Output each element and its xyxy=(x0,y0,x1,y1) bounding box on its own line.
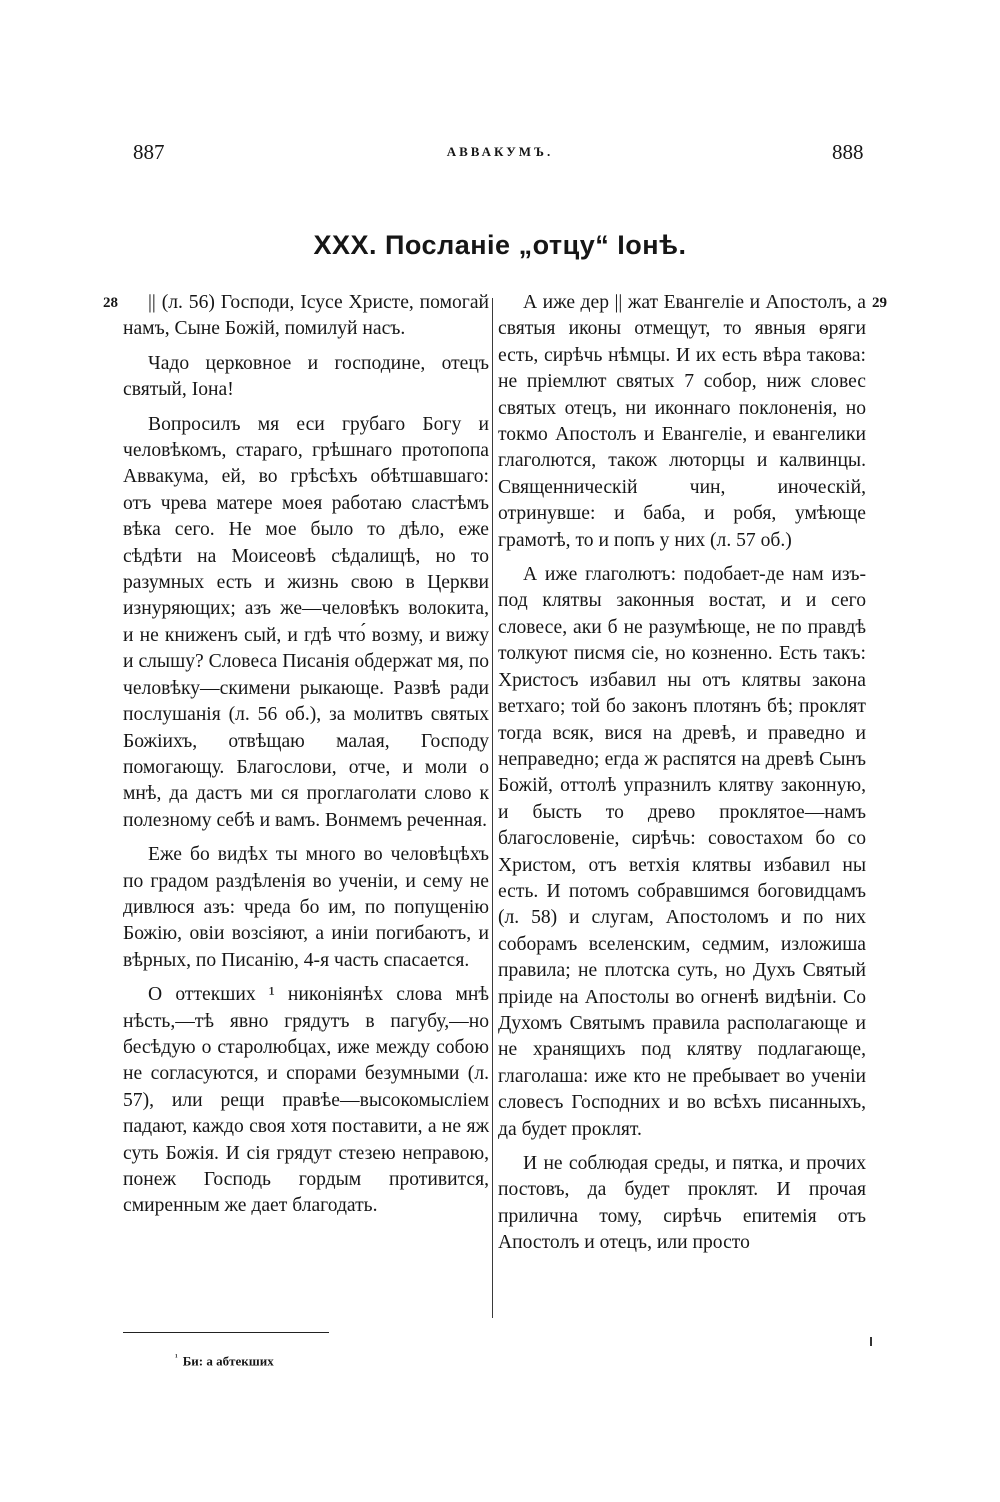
paragraph: А иже глаголютъ: подобает-де нам изъ-под клятвы законныя востат, и и сего словесе, аки б не разумѣюще, не по правдѣ толкуют писмя сіе, но козненно. Есть такъ: Христосъ избавил ны отъ клятвы закона ветхаго; той бо законъ плотянъ бѣ; проклят тогда всяк, вися на древѣ, и праведно и неправедно; егда ж распятся на древѣ Сынъ Божій, оттолѣ упразнилъ клятву законную, и бысть то древо проклятое—намъ благословеніе, сирѣчь: совостахом бо со Христом, отъ ветхія клятвы избавил ны есть. И потомъ собравшимся боговидцамъ (л. 58) и слугам, Апостоломъ и по них соборамъ вселенским, седмим, изложиша правила; не плотска суть, но Духъ Святый пріиде на Апостолы во огненѣ видѣніи. Со Духомъ Святымъ правила располагающе и не хранящихъ под клятву подлагающе, глаголаша: иже кто не пребывает во ученіи словесъ Господних и во всѣхъ писанныхъ, да будет проклят. xyxy=(498,564,866,1140)
paragraph: Чадо церковное и господине, отецъ святый, Іона! xyxy=(123,352,489,401)
running-title: АВВАКУМЪ. xyxy=(446,144,554,159)
page-number-left: 887 xyxy=(133,140,165,164)
page-number-right: 888 xyxy=(832,140,864,164)
footnote-mark: ¹ xyxy=(175,1352,178,1362)
paragraph: А иже дер || жат Евангеліе и Апостолъ, а святыя иконы отмещут, то явныя ѳряги есть, сирѣчь нѣмцы. И их есть вѣра такова: не пріемлют святых 7 собор, ниж словес святых отецъ, ни иконнаго поклоненія, но токмо Апостолъ и Евангеліе, и евангелики глаголются, також люторцы и калвинцы. Священническій чин, иноческій, отринувше: и баба, и робя, умѣюще грамотѣ, то и попъ у них (л. 57 об.) xyxy=(498,292,866,551)
paragraph: О оттекших ¹ никоніянѣх слова мнѣ нѣсть,—тѣ явно грядутъ в пагубу,—но бесѣдую о старолюбцах, иже между собою не согласуются, и спорами безумными (л. 57), или рещи правѣе—высокомысліем падают, каждо своя хотя поставити, а не яж суть Божія. И сія грядут стезею неправою, понеж Господь гордым противится, смиренным же дает благодать. xyxy=(123,984,489,1217)
right-column xyxy=(498,290,866,1265)
footnote xyxy=(175,1352,274,1369)
footnote-rule xyxy=(123,1332,329,1333)
paragraph: Вопросилъ мя еси грубаго Богу и человѣкомъ, стараго, грѣшнаго протопопа Аввакума, ей, во грѣсѣхъ обѣтшавшаго: отъ чрева матере моея работаю сластѣмъ вѣка сего. Не мое было то дѣло, еже сѣдѣти на Моисеовѣ сѣдалищѣ, но то разумных есть и жизнь свою в Церкви изнуряющих; азъ же—человѣкъ волокита, и не книженъ сый, и гдѣ что́ возму, и вижу и слышу? Словеса Писанія обдержат мя, по человѣку—скимени рыкающе. Развѣ ради послушанія (л. 56 об.), за молитвъ святых Божіихъ, отвѣщаю малая, Господу помогающу. Благослови, отче, и моли о мнѣ, да дастъ ми ся проглаголати слово к полезному себѣ и вамъ. Вонмемъ реченная. xyxy=(123,413,489,831)
paragraph: Еже бо видѣх ты много во человѣцѣхъ по градом раздѣленія во ученіи, и сему не дивлюся азъ: чреда бо им, по попущенію Божію, овіи возсіяют, а иніи погибаютъ, и вѣрных, по Писанію, 4-я часть спасается. xyxy=(123,844,489,971)
paragraph: И не соблюдая среды, и пятка, и прочих постовъ, да будет проклят. И прочая прилична тому, сирѣчь епитемія отъ Апостолъ и отецъ, или просто xyxy=(498,1153,866,1254)
margin-number-left: 28 xyxy=(103,295,118,311)
column-divider xyxy=(492,298,493,1318)
footnote-text: Би: а абтекших xyxy=(182,1353,274,1369)
left-column xyxy=(123,290,489,1228)
paragraph: || (л. 56) Господи, Ісусе Христе, помогай намъ, Сыне Божій, помилуй насъ. xyxy=(123,292,489,340)
stray-mark xyxy=(870,1337,872,1346)
margin-number-right: 29 xyxy=(872,295,887,311)
section-title: XXX. Посланіе „отцу“ Іонѣ. xyxy=(313,230,687,260)
